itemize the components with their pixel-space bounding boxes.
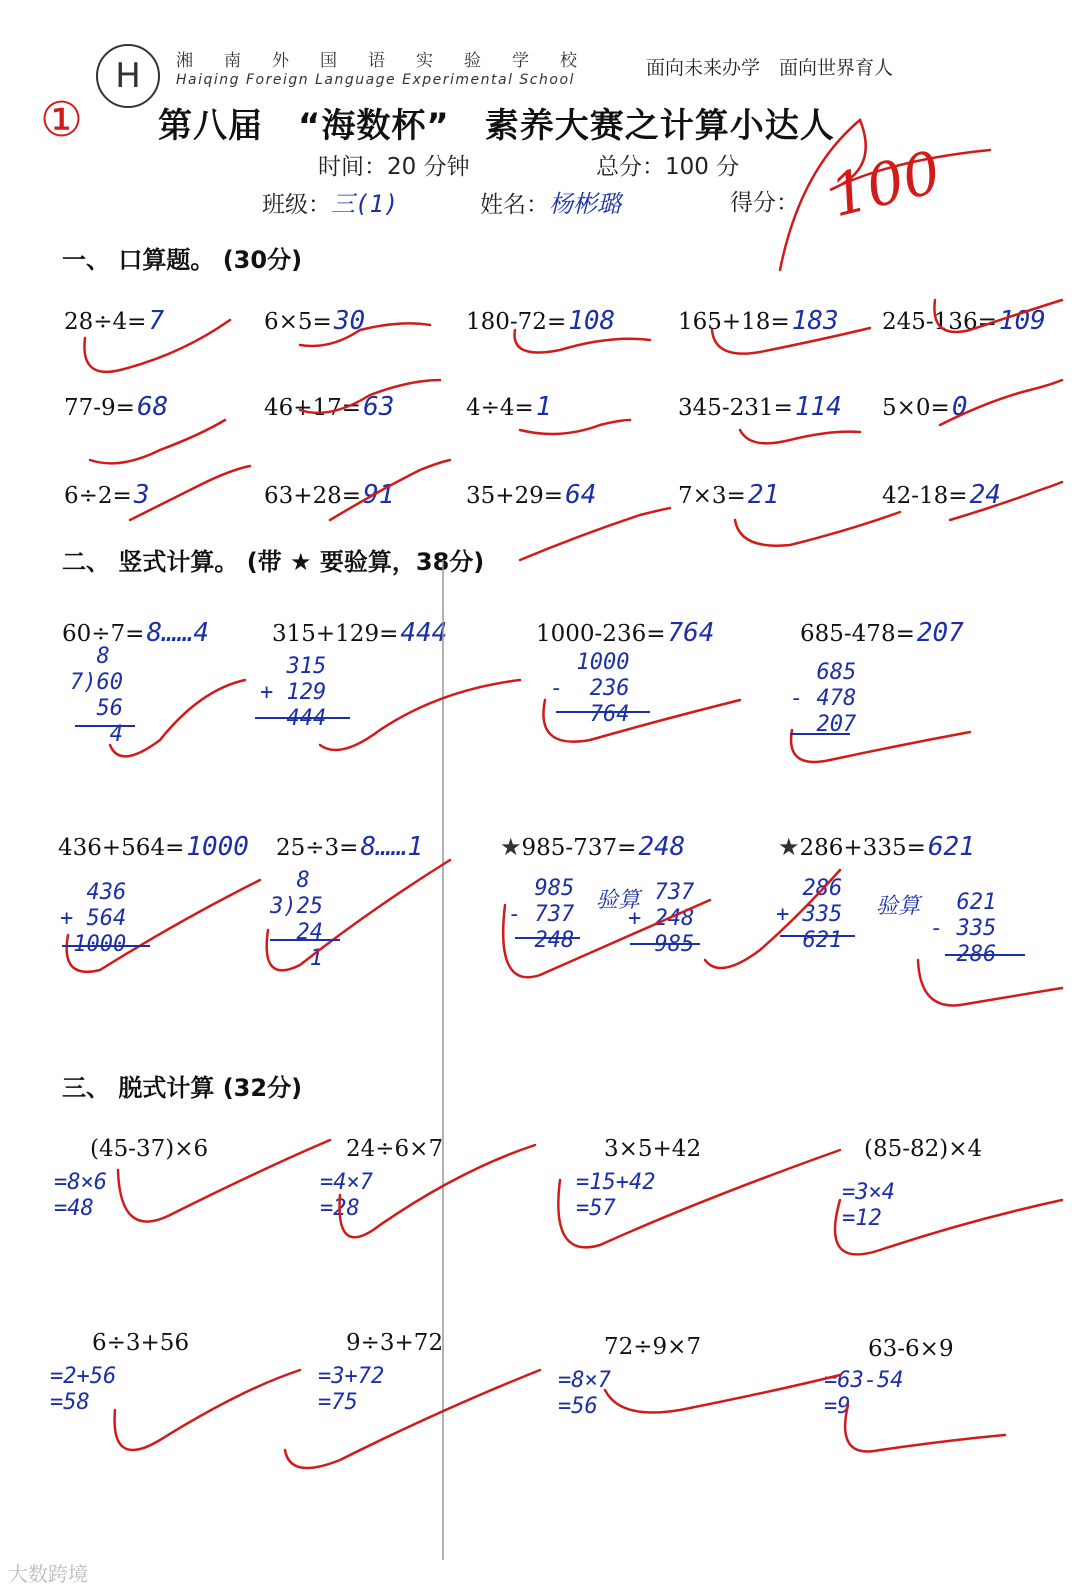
stepwise-problem: 6÷3+56 <box>92 1330 190 1356</box>
vertical-work: 8 3)25 24 1 <box>270 868 323 971</box>
check-mark <box>543 700 740 742</box>
oral-answer: 114 <box>794 392 842 422</box>
check-mark <box>84 320 230 372</box>
vertical-problem: ★286+335=621 <box>778 832 975 862</box>
stepwise-work: =4×7 =28 <box>320 1170 373 1221</box>
section1-heading: 一、 口算题。 (30分) <box>62 246 303 274</box>
vertical-answer: 764 <box>667 618 715 648</box>
check-mark <box>130 466 250 520</box>
check-mark <box>110 680 245 756</box>
check-mark <box>712 328 870 354</box>
vertical-answer: 8……4 <box>146 618 210 648</box>
oral-problem: 165+18=183 <box>678 306 839 336</box>
class-value: 三(1) <box>331 190 399 218</box>
oral-answer: 64 <box>565 480 597 510</box>
check-mark <box>67 880 260 972</box>
name-label: 姓名： <box>480 192 549 218</box>
oral-answer: 3 <box>133 480 150 510</box>
oral-answer: 7 <box>148 306 165 336</box>
vertical-work: 685 - 478 207 <box>790 660 857 737</box>
check-mark <box>940 380 1062 425</box>
name-value: 杨彬璐 <box>549 190 621 218</box>
vertical-work: 8 7)60 56 4 <box>70 644 123 747</box>
time-value: 20 分钟 <box>387 154 470 180</box>
oral-problem: 77-9=68 <box>64 392 169 422</box>
oral-answer: 68 <box>136 392 169 422</box>
check-mark <box>934 300 1062 332</box>
stepwise-work: =2+56 =58 <box>50 1364 117 1415</box>
oral-answer: 30 <box>333 306 366 336</box>
check-mark <box>520 420 630 434</box>
oral-problem: 7×3=21 <box>678 480 780 510</box>
check-mark <box>90 420 225 463</box>
check-mark <box>115 1370 300 1450</box>
watermark: 大数跨境 <box>8 1562 88 1586</box>
vertical-problem: 1000-236=764 <box>536 618 715 648</box>
total-value: 100 分 <box>665 154 740 180</box>
check-label: 验算 <box>596 888 641 913</box>
oral-answer: 109 <box>998 306 1046 336</box>
stepwise-work: =3+72 =75 <box>318 1364 385 1415</box>
vertical-answer: 207 <box>916 618 964 648</box>
check-mark <box>300 380 440 413</box>
check-work: 737 + 248 985 <box>628 880 695 957</box>
oral-problem: 28÷4=7 <box>64 306 165 336</box>
check-work: 621 - 335 286 <box>930 890 997 967</box>
star-icon: ★ <box>778 833 800 861</box>
oral-answer: 1 <box>535 392 552 422</box>
check-mark <box>918 960 1062 1005</box>
vertical-problem: ★985-737=248 <box>500 832 686 862</box>
oral-problem: 46+17=63 <box>264 392 395 422</box>
check-mark <box>740 430 860 443</box>
check-mark <box>735 512 900 546</box>
vertical-answer: 621 <box>927 832 975 862</box>
vertical-work: 985 - 737 248 <box>508 876 575 953</box>
vertical-work: 286 + 335 621 <box>776 876 843 953</box>
check-mark <box>515 330 650 353</box>
check-mark <box>558 1150 840 1247</box>
stepwise-work: =8×6 =48 <box>54 1170 107 1221</box>
oral-problem: 345-231=114 <box>678 392 842 422</box>
vertical-problem: 685-478=207 <box>800 618 964 648</box>
vertical-answer: 248 <box>638 832 686 862</box>
school-name-cn: 湘南外国语实验学校 <box>176 51 608 71</box>
check-mark <box>605 1375 840 1413</box>
oral-problem: 245-136=109 <box>882 306 1046 336</box>
class-label: 班级： <box>262 192 331 218</box>
score-flourish <box>780 120 990 270</box>
oral-problem: 180-72=108 <box>466 306 616 336</box>
oral-answer: 24 <box>969 480 1001 510</box>
check-mark <box>950 482 1062 520</box>
check-mark <box>330 460 450 520</box>
oral-answer: 108 <box>568 306 616 336</box>
school-motto: 面向未来办学 面向世界育人 <box>646 57 894 79</box>
stepwise-problem: 72÷9×7 <box>604 1334 702 1360</box>
stepwise-work: =15+42 =57 <box>576 1170 656 1221</box>
vertical-problem: 436+564=1000 <box>58 832 249 862</box>
check-mark <box>320 680 520 750</box>
oral-answer: 91 <box>363 480 395 510</box>
vertical-answer: 8……1 <box>360 832 424 862</box>
check-mark <box>520 508 670 560</box>
oral-answer: 183 <box>791 306 839 336</box>
oral-problem: 4÷4=1 <box>466 392 552 422</box>
vertical-problem: 25÷3=8……1 <box>276 832 424 862</box>
vertical-problem: 60÷7=8……4 <box>62 618 210 648</box>
oral-problem: 63+28=91 <box>264 480 395 510</box>
check-label: 验算 <box>876 894 921 919</box>
check-mark <box>118 1140 330 1222</box>
oral-problem: 5×0=0 <box>882 392 968 422</box>
score-label: 得分： <box>730 190 799 216</box>
stepwise-problem: 24÷6×7 <box>346 1136 444 1162</box>
oral-problem: 6×5=30 <box>264 306 366 336</box>
vertical-answer: 1000 <box>186 832 249 862</box>
oral-problem: 42-18=24 <box>882 480 1001 510</box>
score-value: 100 <box>823 137 948 231</box>
page-title: 第八届 “海数杯” 素养大赛之计算小达人 <box>158 106 835 146</box>
check-mark <box>267 860 450 970</box>
vertical-work: 436 + 564 1000 <box>60 880 127 957</box>
vertical-problem: 315+129=444 <box>272 618 448 648</box>
check-mark <box>340 1145 536 1237</box>
time-label: 时间： <box>318 154 387 180</box>
stepwise-problem: (85-82)×4 <box>864 1136 983 1162</box>
section2-heading: 二、 竖式计算。 (带 ★ 要验算，38分) <box>62 548 485 576</box>
logo-letter: H <box>115 56 141 96</box>
oral-answer: 0 <box>951 392 968 422</box>
stepwise-problem: (45-37)×6 <box>90 1136 209 1162</box>
oral-problem: 6÷2=3 <box>64 480 150 510</box>
oral-answer: 63 <box>363 392 395 422</box>
check-mark <box>285 1370 540 1468</box>
vertical-work: 315 + 129 444 <box>260 654 327 731</box>
oral-answer: 21 <box>747 480 780 510</box>
star-icon: ★ <box>500 833 522 861</box>
stepwise-work: =63-54 =9 <box>824 1368 904 1419</box>
check-mark <box>705 870 843 968</box>
stepwise-work: =3×4 =12 <box>842 1180 895 1231</box>
check-mark <box>835 1200 1062 1254</box>
check-mark <box>845 1405 1005 1452</box>
section3-heading: 三、 脱式计算 (32分) <box>62 1074 303 1102</box>
check-mark <box>300 323 430 346</box>
stepwise-problem: 3×5+42 <box>604 1136 702 1162</box>
vertical-work: 1000 - 236 764 <box>550 650 630 727</box>
oral-problem: 35+29=64 <box>466 480 597 510</box>
total-label: 总分： <box>596 154 665 180</box>
stepwise-problem: 9÷3+72 <box>346 1330 444 1356</box>
stepwise-work: =8×7 =56 <box>558 1368 611 1419</box>
stepwise-problem: 63-6×9 <box>868 1336 954 1362</box>
vertical-answer: 444 <box>400 618 448 648</box>
corner-mark: ① <box>40 92 84 148</box>
school-name-en: Haiqing Foreign Language Experimental School <box>176 72 575 88</box>
